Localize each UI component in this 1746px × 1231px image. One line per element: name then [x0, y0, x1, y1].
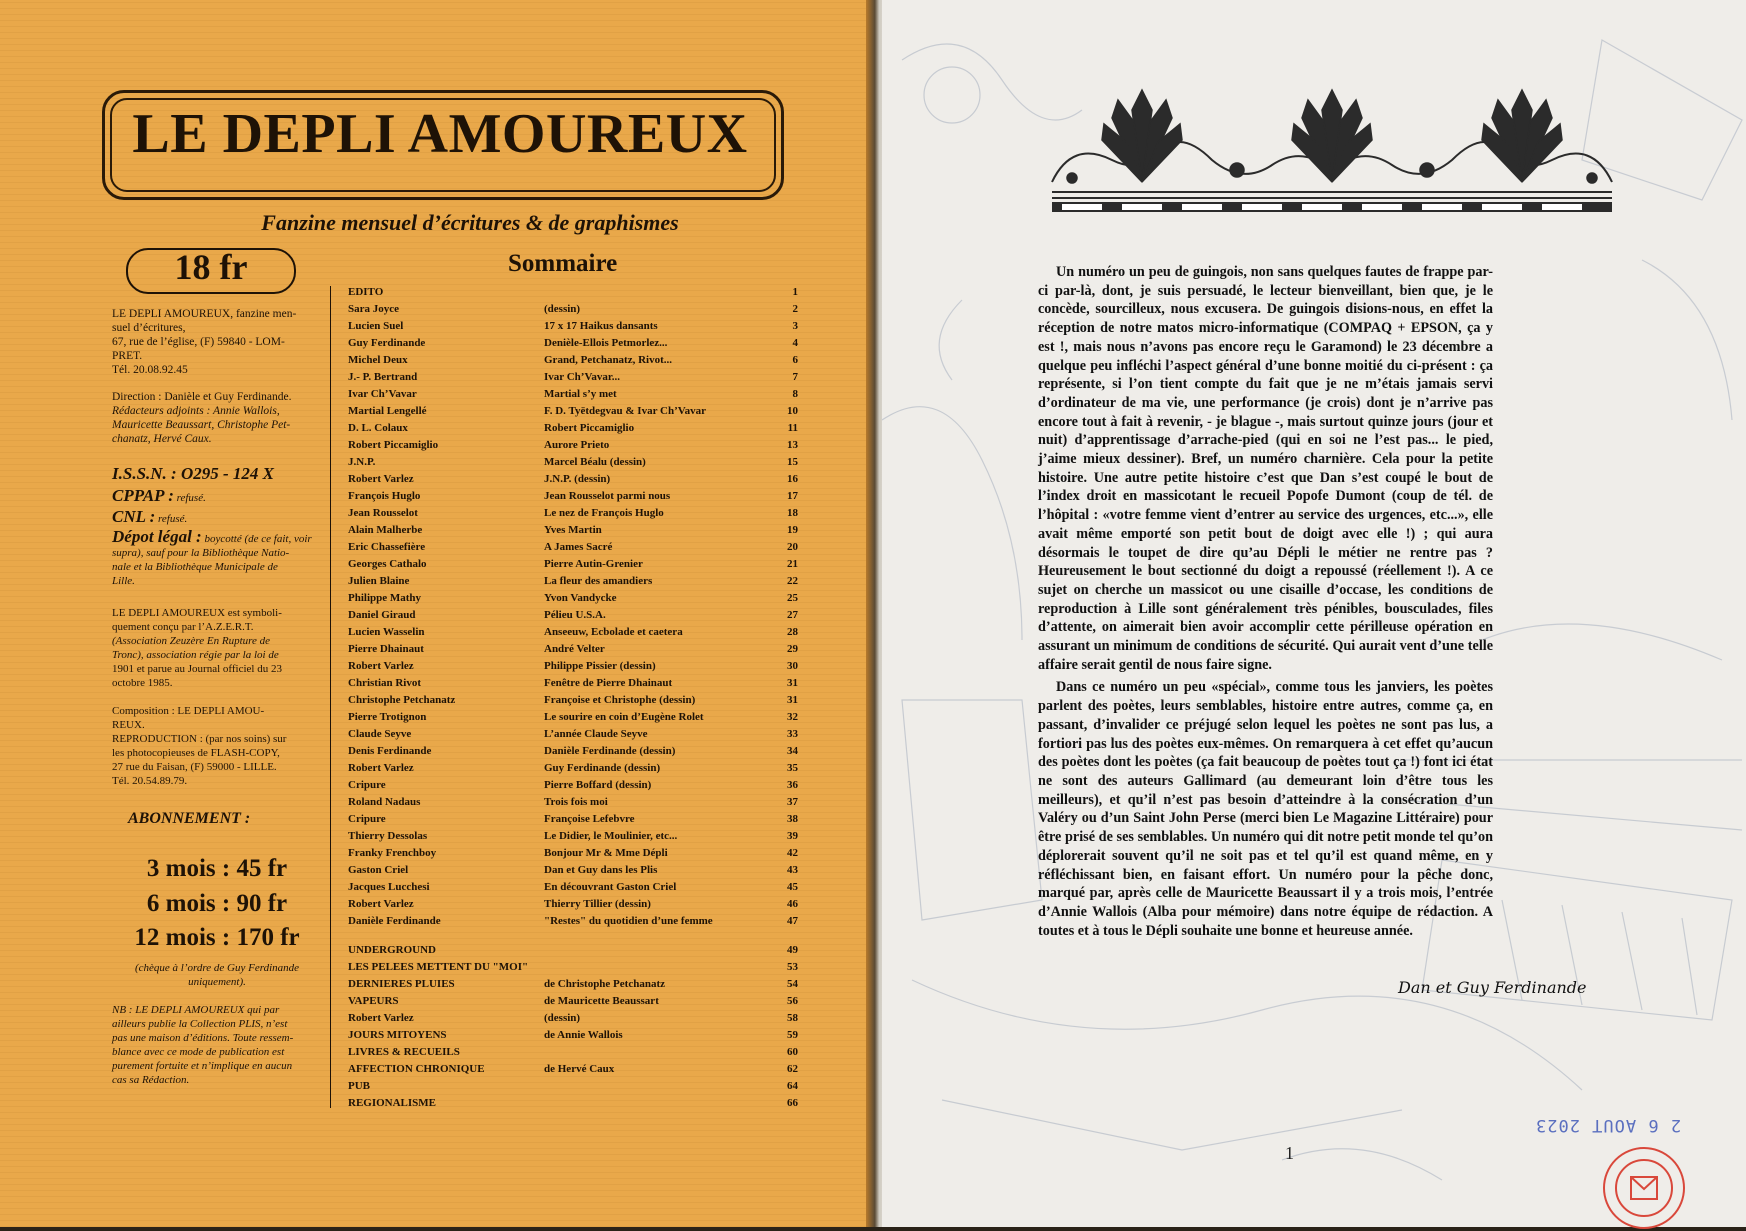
toc-author: PUB — [348, 1080, 370, 1092]
toc-author: Michel Deux — [348, 354, 408, 366]
toc-page: 18 — [787, 507, 798, 519]
date-stamp: 2 6 AOUT 2023 — [1535, 1115, 1682, 1135]
toc-title: Anseeuw, Ecbolade et caetera — [544, 626, 683, 638]
toc-page: 64 — [787, 1080, 798, 1092]
toc-author: AFFECTION CHRONIQUE — [348, 1063, 485, 1075]
magazine-subtitle: Fanzine mensuel d’écritures & de graphismes — [261, 210, 679, 235]
toc-page: 43 — [787, 864, 798, 876]
toc-author: Danièle Ferdinande — [348, 915, 441, 927]
fanzinotheque-stamp-icon — [1601, 1145, 1687, 1231]
toc-title: Le sourire en coin d’Eugène Rolet — [544, 711, 704, 723]
toc-author: Robert Piccamiglio — [348, 439, 439, 451]
toc-author: Philippe Mathy — [348, 592, 422, 604]
direction-line: chanatz, Hervé Caux. — [112, 433, 212, 445]
toc-entry — [348, 403, 798, 420]
toc-page: 20 — [787, 541, 798, 553]
toc-page: 27 — [787, 609, 798, 621]
toc-author: Ivar Ch’Vavar — [348, 388, 417, 400]
toc-entry — [348, 658, 798, 675]
toc-author: Eric Chassefière — [348, 541, 426, 553]
toc-entry — [348, 976, 798, 993]
toc-author: Christian Rivot — [348, 677, 422, 689]
toc-author: Alain Malherbe — [348, 524, 423, 536]
toc-author: LES PELEES METTENT DU "MOI" — [348, 961, 529, 973]
column-divider — [330, 286, 331, 1108]
toc-page: 35 — [787, 762, 798, 774]
toc-entry — [348, 522, 798, 539]
toc-title: Pierre Autin-Grenier — [544, 558, 643, 570]
toc-entry — [348, 1078, 798, 1095]
toc-entry — [348, 959, 798, 976]
azert-info: LE DEPLI AMOUREUX est symboli- quement conçu par l’A.Z.E.R.T. (Association Zeuzère En Rupture de Tronc), association régie par la loi de 1901 et parue au Journal officiel du 23 octobre 1985. — [112, 607, 282, 689]
toc-author: LIVRES & RECUEILS — [348, 1046, 460, 1058]
editorial-text — [1038, 263, 1493, 944]
magazine-title: LE DEPLI AMOUREUX — [132, 103, 748, 165]
toc-page: 56 — [787, 995, 798, 1007]
signature: Dan et Guy Ferdinande — [1398, 978, 1587, 997]
toc-title: de Hervé Caux — [544, 1063, 615, 1075]
toc-title: Trois fois moi — [544, 796, 608, 808]
toc-page: 1 — [792, 286, 798, 298]
direction-info — [112, 390, 317, 446]
price: 18 fr — [174, 247, 248, 287]
toc-author: Franky Frenchboy — [348, 847, 437, 859]
composition-info: Composition : LE DEPLI AMOU- REUX. REPRODUCTION : (par nos soins) sur les photocopieuses de FLASH-COPY, 27 rue du Faisan, (F) 59000 - LILLE. Tél. 20.54.89.79. — [112, 705, 287, 787]
toc-page: 21 — [787, 558, 798, 570]
toc-entry — [348, 760, 798, 777]
toc-entry — [348, 369, 798, 386]
toc-title: L’année Claude Seyve — [544, 728, 648, 740]
info-line: PRET. — [112, 350, 143, 362]
toc-title: Aurore Prieto — [544, 439, 610, 451]
toc-title: Robert Piccamiglio — [544, 422, 635, 434]
toc-page: 10 — [787, 405, 798, 417]
depot-legal: Dépot légal : boycotté (de ce fait, voir supra), sauf pour la Bibliothèque Natio- nale et la Bibliothèque Municipale de Lille. — [112, 527, 312, 587]
toc-author: Guy Ferdinande — [348, 337, 426, 349]
toc-title: Le Didier, le Moulinier, etc... — [544, 830, 678, 842]
toc-page: 4 — [792, 337, 798, 349]
toc-title: "Restes" du quotidien d’une femme — [544, 915, 713, 927]
toc-title: de Christophe Petchanatz — [544, 978, 665, 990]
toc-author: EDITO — [348, 286, 384, 298]
ornament-frieze-icon — [1042, 70, 1622, 218]
toc-entry — [348, 590, 798, 607]
toc-title: Fenêtre de Pierre Dhainaut — [544, 677, 673, 689]
info-line: suel d’écritures, — [112, 322, 186, 334]
toc-page: 45 — [787, 881, 798, 893]
toc-entry — [348, 726, 798, 743]
toc-title: de Annie Wallois — [544, 1029, 623, 1041]
toc-title: (dessin) — [544, 303, 581, 315]
toc-entry — [348, 1010, 798, 1027]
nb-note: NB : LE DEPLI AMOUREUX qui par ailleurs publie la Collection PLIS, n’est pas une maison d’éditions. Toute ressem- blance avec ce mode de publication est purement fortuite et n’implique en aucun cas sa Rédaction. — [112, 1004, 294, 1086]
toc-entry — [348, 505, 798, 522]
toc-page: 34 — [787, 745, 798, 757]
toc-author: VAPEURS — [348, 995, 399, 1007]
toc-author: J.N.P. — [348, 456, 376, 468]
toc-entry — [348, 488, 798, 505]
toc-entry — [348, 777, 798, 794]
toc-page: 32 — [787, 711, 798, 723]
toc-entry — [348, 1027, 798, 1044]
toc-author: Robert Varlez — [348, 473, 414, 485]
cover-page — [0, 0, 872, 1227]
toc-page: 16 — [787, 473, 798, 485]
direction-line: Rédacteurs adjoints : Annie Wallois, — [112, 405, 280, 417]
toc-entry — [348, 862, 798, 879]
toc-entry — [348, 1095, 798, 1112]
toc-page: 6 — [792, 354, 798, 366]
table-of-contents-sections — [348, 942, 798, 1112]
toc-entry — [348, 709, 798, 726]
toc-author: Georges Cathalo — [348, 558, 427, 570]
toc-title: Le nez de François Huglo — [544, 507, 664, 519]
toc-entry — [348, 743, 798, 760]
toc-title: Marcel Béalu (dessin) — [544, 456, 646, 468]
toc-author: DERNIERES PLUIES — [348, 978, 455, 990]
toc-title: Ivar Ch’Vavar... — [544, 371, 620, 383]
toc-entry — [348, 284, 798, 301]
toc-title: Thierry Tillier (dessin) — [544, 898, 651, 910]
toc-title: Pélieu U.S.A. — [544, 609, 606, 621]
toc-page: 11 — [787, 422, 798, 434]
publisher-info — [112, 307, 317, 377]
sommaire-title: Sommaire — [508, 250, 618, 277]
toc-page: 58 — [787, 1012, 798, 1024]
toc-entry — [348, 454, 798, 471]
direction-line: Direction : Danièle et Guy Ferdinande. — [112, 391, 292, 403]
toc-title: Guy Ferdinande (dessin) — [544, 762, 661, 774]
toc-entry — [348, 1061, 798, 1078]
toc-title: A James Sacré — [544, 541, 613, 553]
toc-title: André Velter — [544, 643, 605, 655]
toc-author: Thierry Dessolas — [348, 830, 428, 842]
toc-author: Sara Joyce — [348, 303, 400, 315]
toc-author: Daniel Giraud — [348, 609, 416, 621]
toc-entry — [348, 641, 798, 658]
toc-page: 60 — [787, 1046, 798, 1058]
toc-entry — [348, 539, 798, 556]
editorial-paragraph: Un numéro un peu de guingois, non sans quelques fautes de frappe par-ci par-là, dont, je suis persuadé, le lecteur bienveillant, bien que, je le concède, sourcilleux, nous excusera. De guingois disions-nous, en effet la réception de notre matos micro-informatique (COMPAQ + EPSON, ça y est !, mais nous n’avons pas encore reçu le Garamond) le 23 décembre a quelque peu infléchi l’aspect général d’une bonne moitié du ci-présent : ça représente, si l’on tient compte du fait que je ne m’étais jamais servi d’ordinateur de ma vie, une performance (je crois) dont je n’arrive pas encore tout à fait à revenir, - je blague -, mais surtout quinze jours (jour et nuit) d’apprentissage d’arrache-pied (qui en soi ne l’est pas... le pied, j’aime mieux dessiner). Bref, un numéro charnière. Cela pour la petite histoire. Une autre petite histoire c’est que Dan s’est coupé le bout de l’index droit en massicotant le recueil Popofe Dumont (coup de tél. de l’hôpital : «votre femme vient d’entrer au service des urgences, etc...», elle avait même emporté son petit bout de doigt avec elle !) ; qui aura désormais le toupet de dire qu’au Dépli le métier ne rentre pas ? Heureusement le bout sectionné du doigt a repoussé (réellement !). A ce sujet on cherche un massicot ou une cisaille d’occase, les conditions de reproduction à Lille sont généralement très pénibles, bousculades, files d’attente, on aimerait bien avoir accomplir cette périlleuse opération en assurant un minimum de conditions de sécurité. Qui aurait vent d’une telle affaire serait gentil de nous faire signe. — [1038, 264, 1493, 673]
toc-author: Robert Varlez — [348, 1012, 414, 1024]
toc-page: 59 — [787, 1029, 798, 1041]
toc-page: 38 — [787, 813, 798, 825]
toc-entry — [348, 993, 798, 1010]
toc-title: F. D. Tyëtdegvau & Ivar Ch’Vavar — [544, 405, 707, 417]
toc-title: 17 x 17 Haikus dansants — [544, 320, 658, 332]
toc-page: 31 — [787, 677, 798, 689]
toc-author: Robert Varlez — [348, 660, 414, 672]
toc-entry — [348, 437, 798, 454]
info-line: LE DEPLI AMOUREUX, fanzine men- — [112, 308, 297, 320]
toc-author: Pierre Trotignon — [348, 711, 427, 723]
abonnement-label: ABONNEMENT : — [128, 810, 251, 827]
toc-entry — [348, 556, 798, 573]
toc-author: Jacques Lucchesi — [348, 881, 430, 893]
toc-title: Grand, Petchanatz, Rivot... — [544, 354, 673, 366]
toc-author: Claude Seyve — [348, 728, 412, 740]
toc-entry — [348, 471, 798, 488]
cheque-note: (chèque à l’ordre de Guy Ferdinande uniquement). — [134, 962, 300, 988]
toc-title: (dessin) — [544, 1012, 581, 1024]
toc-title: Dan et Guy dans les Plis — [544, 864, 658, 876]
toc-entry — [348, 386, 798, 403]
cnl: CNL : refusé. — [112, 507, 188, 526]
toc-entry — [348, 352, 798, 369]
toc-page: 3 — [792, 320, 798, 332]
direction-line: Mauricette Beaussart, Christophe Pet- — [112, 419, 291, 431]
toc-page: 19 — [787, 524, 798, 536]
toc-page: 42 — [787, 847, 798, 859]
toc-page: 17 — [787, 490, 798, 502]
toc-entry — [348, 675, 798, 692]
toc-page: 2 — [792, 303, 798, 315]
toc-entry — [348, 301, 798, 318]
toc-title: Pierre Boffard (dessin) — [544, 779, 652, 791]
toc-author: Robert Varlez — [348, 762, 414, 774]
toc-author: Cripure — [348, 779, 386, 791]
page-number: 1 — [1285, 1143, 1294, 1163]
toc-author: Lucien Wasselin — [348, 626, 425, 638]
toc-author: D. L. Colaux — [348, 422, 408, 434]
toc-entry — [348, 896, 798, 913]
info-line: 67, rue de l’église, (F) 59840 - LOM- — [112, 336, 285, 348]
toc-title: Jean Rousselot parmi nous — [544, 490, 671, 502]
toc-page: 36 — [787, 779, 798, 791]
toc-author: Jean Rousselot — [348, 507, 418, 519]
toc-author: Lucien Suel — [348, 320, 404, 332]
toc-title: Françoise Lefebvre — [544, 813, 635, 825]
issn: I.S.S.N. : O295 - 124 X — [112, 464, 274, 483]
toc-title: Danièle Ferdinande (dessin) — [544, 745, 676, 757]
toc-page: 28 — [787, 626, 798, 638]
toc-entry — [348, 607, 798, 624]
toc-title: Martial s’y met — [544, 388, 617, 400]
toc-title: En découvrant Gaston Criel — [544, 881, 677, 893]
toc-page: 62 — [787, 1063, 798, 1075]
toc-author: Cripure — [348, 813, 386, 825]
toc-page: 39 — [787, 830, 798, 842]
toc-author: Martial Lengellé — [348, 405, 427, 417]
toc-author: JOURS MITOYENS — [348, 1029, 447, 1041]
toc-entry — [348, 420, 798, 437]
toc-title: Philippe Pissier (dessin) — [544, 660, 656, 672]
toc-page: 13 — [787, 439, 798, 451]
toc-entry — [348, 794, 798, 811]
toc-author: J.- P. Bertrand — [348, 371, 418, 383]
toc-entry — [348, 845, 798, 862]
toc-author: François Huglo — [348, 490, 421, 502]
toc-title: J.N.P. (dessin) — [544, 473, 611, 485]
toc-page: 46 — [787, 898, 798, 910]
toc-author: Robert Varlez — [348, 898, 414, 910]
toc-author: Denis Ferdinande — [348, 745, 432, 757]
toc-author: UNDERGROUND — [348, 944, 436, 956]
subscription-6-months: 6 mois : 90 fr — [146, 890, 288, 917]
toc-page: 66 — [787, 1097, 798, 1109]
toc-title: Yves Martin — [544, 524, 602, 536]
toc-author: Gaston Criel — [348, 864, 409, 876]
toc-page: 29 — [787, 643, 798, 655]
toc-page: 53 — [787, 961, 798, 973]
toc-page: 37 — [787, 796, 798, 808]
toc-entry — [348, 573, 798, 590]
toc-page: 30 — [787, 660, 798, 672]
toc-page: 22 — [787, 575, 798, 587]
toc-title: La fleur des amandiers — [544, 575, 653, 587]
toc-title: Françoise et Christophe (dessin) — [544, 694, 696, 706]
toc-title: de Mauricette Beaussart — [544, 995, 659, 1007]
toc-title: Bonjour Mr & Mme Dépli — [544, 847, 668, 859]
toc-entry — [348, 318, 798, 335]
toc-entry — [348, 335, 798, 352]
toc-page: 15 — [787, 456, 798, 468]
toc-entry — [348, 1044, 798, 1061]
toc-page: 47 — [787, 915, 798, 927]
editorial-paragraph: Dans ce numéro un peu «spécial», comme tous les janviers, les poètes parlent des poètes, leurs semblables, histoire entre autres, comme ça, en passant, d’invalider ce préjugé selon lequel les poètes ne sont pas lus, a fortiori pas lus des poètes eux-mêmes. On remarquera à cet effet qu’aucun des poètes dont les poètes (ça fait beaucoup de poètes tout ça !) font ici état ne sont des auteurs Gallimard (au demeurant loin d’être tous les meilleurs), et qu’il n’est pas besoin d’atteindre à la consécration d’un Valéry ou d’un Saint John Perse (merci bien Le Magazine Littéraire) pour être prisé de ses semblables. Un numéro qui dit notre petit monde tel qu’on déplorerait souvent qu’il ne soit pas et tel qu’il est quand même, en y réfléchissant bien, en faisant effort. Un numéro pour la pêche donc, marqué par, après celle de Mauricette Beaussart il y a trois mois, l’entrée d’Annie Wallois (Alba pour mémoire) dans notre équipe de rédaction. A toutes et à tous le Dépli souhaite une bonne et heureuse année. — [1038, 679, 1493, 939]
toc-author: REGIONALISME — [348, 1097, 437, 1109]
toc-entry — [348, 913, 798, 930]
toc-page: 31 — [787, 694, 798, 706]
toc-entry — [348, 624, 798, 641]
toc-entry — [348, 879, 798, 896]
subscription-3-months: 3 mois : 45 fr — [146, 855, 288, 882]
toc-entry — [348, 811, 798, 828]
toc-author: Roland Nadaus — [348, 796, 421, 808]
toc-entry — [348, 692, 798, 709]
cppap: CPPAP : refusé. — [112, 486, 206, 505]
toc-author: Pierre Dhainaut — [348, 643, 424, 655]
toc-page: 7 — [792, 371, 798, 383]
table-of-contents — [348, 284, 798, 930]
toc-entry — [348, 828, 798, 845]
subscription-12-months: 12 mois : 170 fr — [134, 924, 300, 951]
toc-page: 33 — [787, 728, 798, 740]
toc-entry — [348, 942, 798, 959]
info-line: Tél. 20.08.92.45 — [112, 364, 188, 376]
toc-author: Julien Blaine — [348, 575, 410, 587]
toc-page: 49 — [787, 944, 798, 956]
toc-page: 54 — [787, 978, 798, 990]
toc-page: 8 — [792, 388, 798, 400]
toc-page: 25 — [787, 592, 798, 604]
toc-title: Yvon Vandycke — [544, 592, 617, 604]
toc-author: Christophe Petchanatz — [348, 694, 456, 706]
toc-title: Denièle-Ellois Petmorlez... — [544, 337, 668, 349]
